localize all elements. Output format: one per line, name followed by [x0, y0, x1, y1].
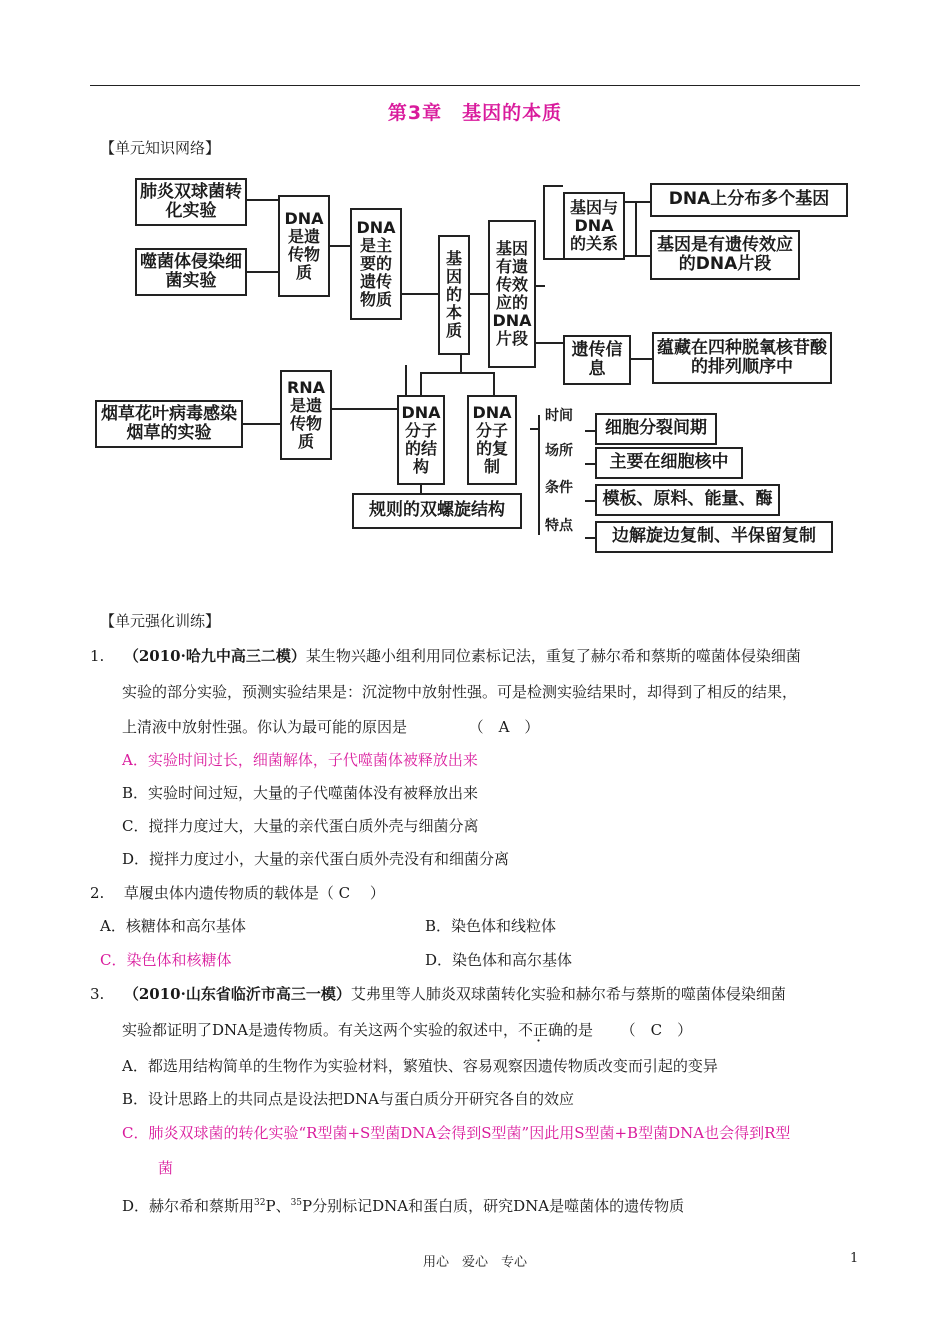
option-d-text-1: D．赫尔希和蔡斯用: [122, 1197, 255, 1215]
box-interphase: 细胞分裂间期: [595, 413, 717, 445]
box-rna-is-genetic-material: RNA是遗传物质: [280, 370, 332, 460]
box-double-helix: 规则的双螺旋结构: [352, 493, 522, 529]
question-3-stem-2: 实验都证明了DNA是遗传物质。有关这两个实验的叙述中，: [122, 1021, 518, 1039]
question-3-stem-1: 艾弗里等人肺炎双球菌转化实验和赫尔希与蔡斯的噬菌体侵染细菌: [350, 985, 786, 1003]
question-3-option-b: B．设计思路上的共同点是设法把DNA与蛋白质分开研究各自的效应: [122, 1090, 575, 1108]
label-features: 特点: [545, 518, 573, 534]
box-essence-of-gene: 基因的本质: [438, 235, 470, 355]
question-2-number: 2.: [90, 884, 105, 902]
question-3-number: 3.: [90, 985, 105, 1003]
section-unit-training: 【单元强化训练】: [100, 612, 221, 630]
question-2-option-b: B．染色体和线粒体: [425, 917, 557, 935]
option-d-sup-32: 32: [254, 1198, 266, 1208]
question-3-answer: （ C ）: [620, 1021, 693, 1039]
option-d-text-3: P分别标记DNA和蛋白质，研究DNA是噬菌体的遗传物质: [302, 1197, 685, 1215]
page-title: 第3章 基因的本质: [387, 102, 563, 124]
box-dna-main-genetic-material: DNA是主要的遗传物质: [350, 208, 402, 320]
option-d-text-2: P、: [265, 1197, 291, 1215]
box-semi-conservative-replication: 边解旋边复制、半保留复制: [595, 521, 833, 553]
box-gene-dna-fragment: 基因有遗传效应的DNA片段: [488, 220, 536, 368]
label-location: 场所: [545, 443, 573, 459]
option-d-sup-35: 35: [290, 1198, 303, 1208]
question-2-line: [90, 883, 385, 903]
box-pneumococcus-transformation: 肺炎双球菌转化实验: [135, 178, 247, 226]
box-tobacco-mosaic-virus: 烟草花叶病毒感染烟草的实验: [95, 400, 243, 448]
question-1-option-c: C．搅拌力度过大，大量的亲代蛋白质外壳与细菌分离: [122, 817, 479, 835]
box-gene-dna-relation: 基因与DNA的关系: [563, 192, 625, 260]
question-3-option-c-cont: 菌: [158, 1159, 174, 1177]
question-3-source: （2010·山东省临沂市高三一模）: [123, 985, 351, 1003]
question-1-answer: （ A ）: [468, 718, 540, 736]
box-dna-replication: DNA分子的复制: [467, 395, 517, 485]
box-many-genes-on-dna: DNA上分布多个基因: [650, 183, 848, 217]
question-1-stem-2: 实验的部分实验，预测实验结果是：沉淀物中放射性强。可是检测实验结果时，却得到了相反的结果，: [122, 683, 798, 701]
box-gene-definition: 基因是有遗传效应的DNA片段: [650, 230, 800, 280]
question-2-option-c: C．染色体和核糖体: [100, 951, 232, 969]
box-mainly-in-nucleus: 主要在细胞核中: [595, 447, 743, 479]
box-dna-structure: DNA分子的结构: [397, 395, 445, 485]
question-1-line1: [90, 646, 801, 666]
box-phage-infection: 噬菌体侵染细菌实验: [135, 248, 247, 296]
question-1-option-d: D．搅拌力度过小，大量的亲代蛋白质外壳没有和细菌分离: [122, 850, 510, 868]
page-number: 1: [850, 1251, 859, 1266]
box-genetic-information: 遗传信息: [563, 335, 631, 385]
section-knowledge-network: 【单元知识网络】: [100, 139, 221, 157]
box-deoxynucleotide-sequence: 蕴藏在四种脱氧核苷酸的排列顺序中: [652, 332, 832, 384]
question-1-option-a: A．实验时间过长，细菌解体，子代噬菌体被释放出来: [122, 751, 478, 769]
question-3-stem-3: 的是: [563, 1021, 594, 1039]
question-2-option-d: D．染色体和高尔基体: [425, 951, 573, 969]
box-template-materials-energy-enzyme: 模板、原料、能量、酶: [595, 484, 780, 516]
header-rule: [90, 85, 860, 86]
question-2-option-a: A．核糖体和高尔基体: [100, 917, 246, 935]
question-1-option-b: B．实验时间过短，大量的子代噬菌体没有被释放出来: [122, 784, 479, 802]
question-1-stem-3: 上清液中放射性强。你认为最可能的原因是: [122, 718, 408, 736]
question-1-line3: [122, 717, 539, 737]
question-1-stem-1: 某生物兴趣小组利用同位素标记法，重复了赫尔希和蔡斯的噬菌体侵染细菌: [305, 647, 801, 665]
knowledge-network-diagram: [90, 165, 860, 560]
page-footer: 用心 爱心 专心: [422, 1255, 527, 1270]
label-conditions: 条件: [545, 480, 573, 496]
question-3-emphasis-not-correct: 不正确: [518, 1021, 564, 1039]
question-2-stem: 草履虫体内遗传物质的载体是（ C ）: [123, 884, 385, 902]
question-3-line1: [90, 984, 786, 1004]
label-time: 时间: [545, 408, 573, 424]
question-1-source: （2010·哈九中高三二模）: [123, 647, 306, 665]
question-3-line2: [122, 1020, 692, 1040]
question-3-option-d: [122, 1193, 684, 1216]
question-1-number: 1.: [90, 647, 105, 665]
box-dna-is-genetic-material: DNA是遗传物质: [278, 195, 330, 297]
question-3-option-c: C．肺炎双球菌的转化实验“R型菌+S型菌DNA会得到S型菌”因此用S型菌+B型菌DNA也会得到R型: [122, 1124, 791, 1142]
question-3-option-a: A．都选用结构简单的生物作为实验材料，繁殖快、容易观察因遗传物质改变而引起的变异: [122, 1057, 718, 1075]
